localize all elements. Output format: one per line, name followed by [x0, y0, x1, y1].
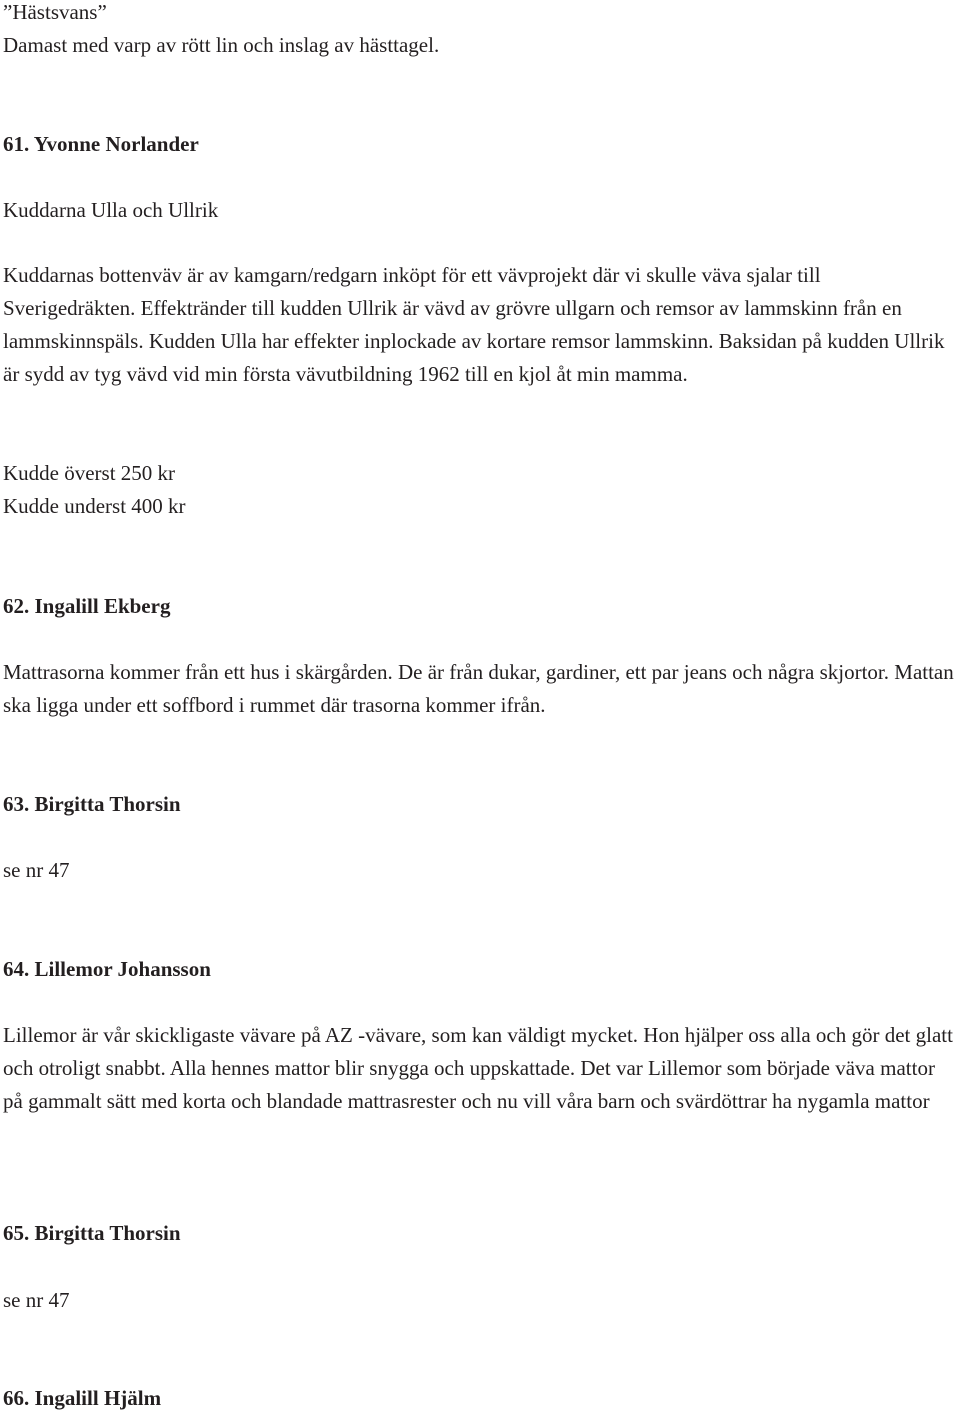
entry-61-price-bottom: Kudde underst 400 kr [3, 494, 186, 518]
entry-61-paragraph: Kuddarnas bottenväv är av kamgarn/redgarn inköpt för ett vävprojekt där vi skulle väva sjalar till Sverigedräkten. Effektränder till kudden Ullrik är vävd av grövre ullgarn och remsor av lammskinn från en lammskinnspäls. Kudden Ulla har effekter inplockade av kortare remsor lammskinn. Baksidan på kudden Ullrik är sydd av tyg vävd vid min första vävutbildning 1962 till en kjol åt min mamma. [3, 263, 945, 386]
entry-63-paragraph: se nr 47 [3, 858, 70, 882]
entry-66-heading: 66. Ingalill Hjälm [3, 1386, 162, 1410]
entry-61-price-top: Kudde överst 250 kr [3, 461, 176, 485]
entry-61-heading: 61. Yvonne Norlander [3, 132, 199, 156]
intro-description: Damast med varp av rött lin och inslag av hästtagel. [3, 33, 440, 57]
entry-65-paragraph: se nr 47 [3, 1288, 70, 1312]
entry-64-heading: 64. Lillemor Johansson [3, 957, 211, 981]
entry-63-heading: 63. Birgitta Thorsin [3, 792, 181, 816]
entry-61-subtitle: Kuddarna Ulla och Ullrik [3, 198, 219, 222]
entry-64-paragraph: Lillemor är vår skickligaste vävare på AZ -vävare, som kan väldigt mycket. Hon hjälper oss alla och gör det glatt och otroligt snabbt. Alla hennes mattor blir snygga och uppskattade. Det var Lillemor som började väva mattor på gammalt sätt med korta och blandade mattrasrester och nu vill våra barn och svärdöttrar ha nygamla mattor [3, 1023, 953, 1113]
intro-title: ”Hästsvans” [3, 0, 107, 24]
entry-65-heading: 65. Birgitta Thorsin [3, 1221, 181, 1245]
entry-62-heading: 62. Ingalill Ekberg [3, 594, 171, 618]
entry-62-paragraph: Mattrasorna kommer från ett hus i skärgården. De är från dukar, gardiner, ett par jeans och några skjortor. Mattan ska ligga under ett soffbord i rummet där trasorna kommer ifrån. [3, 660, 954, 717]
